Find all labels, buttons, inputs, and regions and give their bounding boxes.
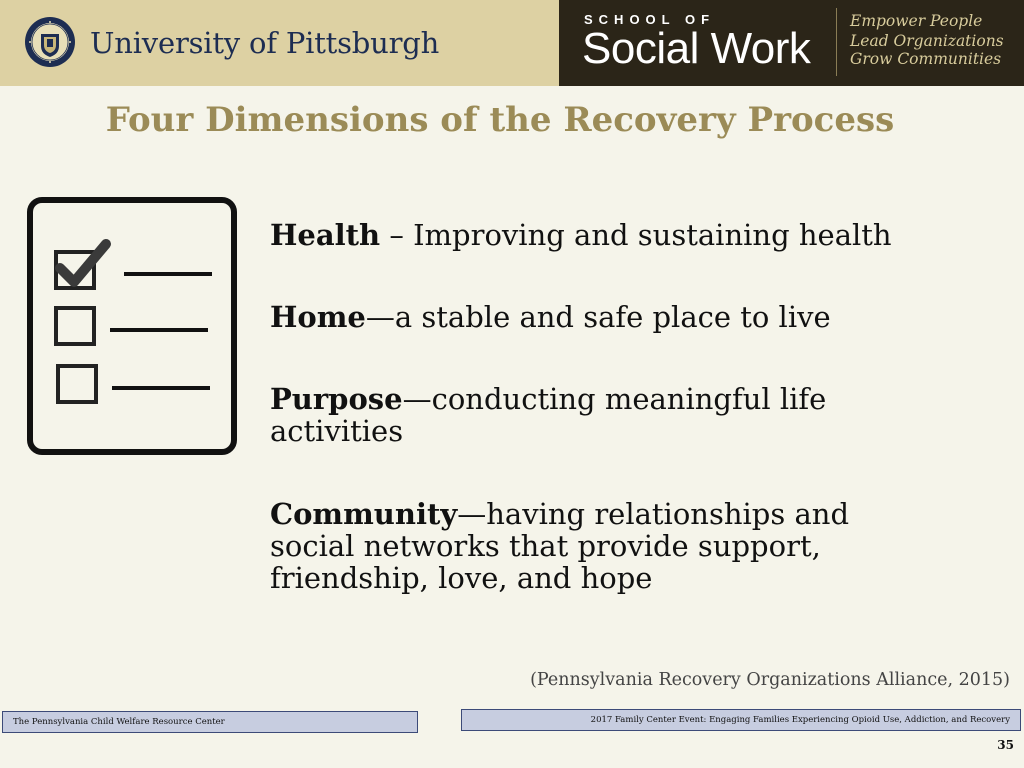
description-health: – Improving and sustaining health [380, 218, 892, 252]
list-item-health [270, 219, 910, 251]
tagline-empower: Empower People [850, 12, 983, 30]
school-of-label: SCHOOL OF [584, 12, 716, 27]
tagline-grow: Grow Communities [850, 50, 1002, 68]
footer-right-bar [461, 709, 1021, 731]
term-community: Community [270, 497, 458, 531]
list-item-community [270, 498, 910, 594]
footer-left-bar [2, 711, 418, 733]
list-item-purpose [270, 383, 910, 447]
footer-organization: The Pennsylvania Child Welfare Resource Center [13, 717, 225, 727]
description-community: —having relationships and social networks that provide support, friendship, love, and hope [270, 497, 850, 595]
list-item-home [270, 301, 910, 333]
description-home: —a stable and safe place to live [365, 300, 831, 334]
banner-divider [836, 8, 837, 76]
university-seal-icon [24, 16, 76, 68]
slide-title: Four Dimensions of the Recovery Process [105, 100, 895, 140]
term-purpose: Purpose [270, 382, 403, 416]
term-health: Health [270, 218, 381, 252]
citation: (Pennsylvania Recovery Organizations Alliance, 2015) [530, 670, 1010, 690]
school-name: Social Work [582, 24, 811, 73]
tagline-lead: Lead Organizations [850, 32, 1004, 50]
footer-event: 2017 Family Center Event: Engaging Families Experiencing Opioid Use, Addiction, and Recovery [590, 715, 1010, 725]
checklist-icon [26, 196, 238, 456]
header-banner [0, 0, 1024, 86]
university-name: University of Pittsburgh [90, 26, 440, 60]
university-banner [0, 0, 559, 86]
term-home: Home [270, 300, 366, 334]
page-number: 35 [997, 738, 1014, 752]
description-purpose: —conducting meaningful life activities [270, 382, 827, 448]
